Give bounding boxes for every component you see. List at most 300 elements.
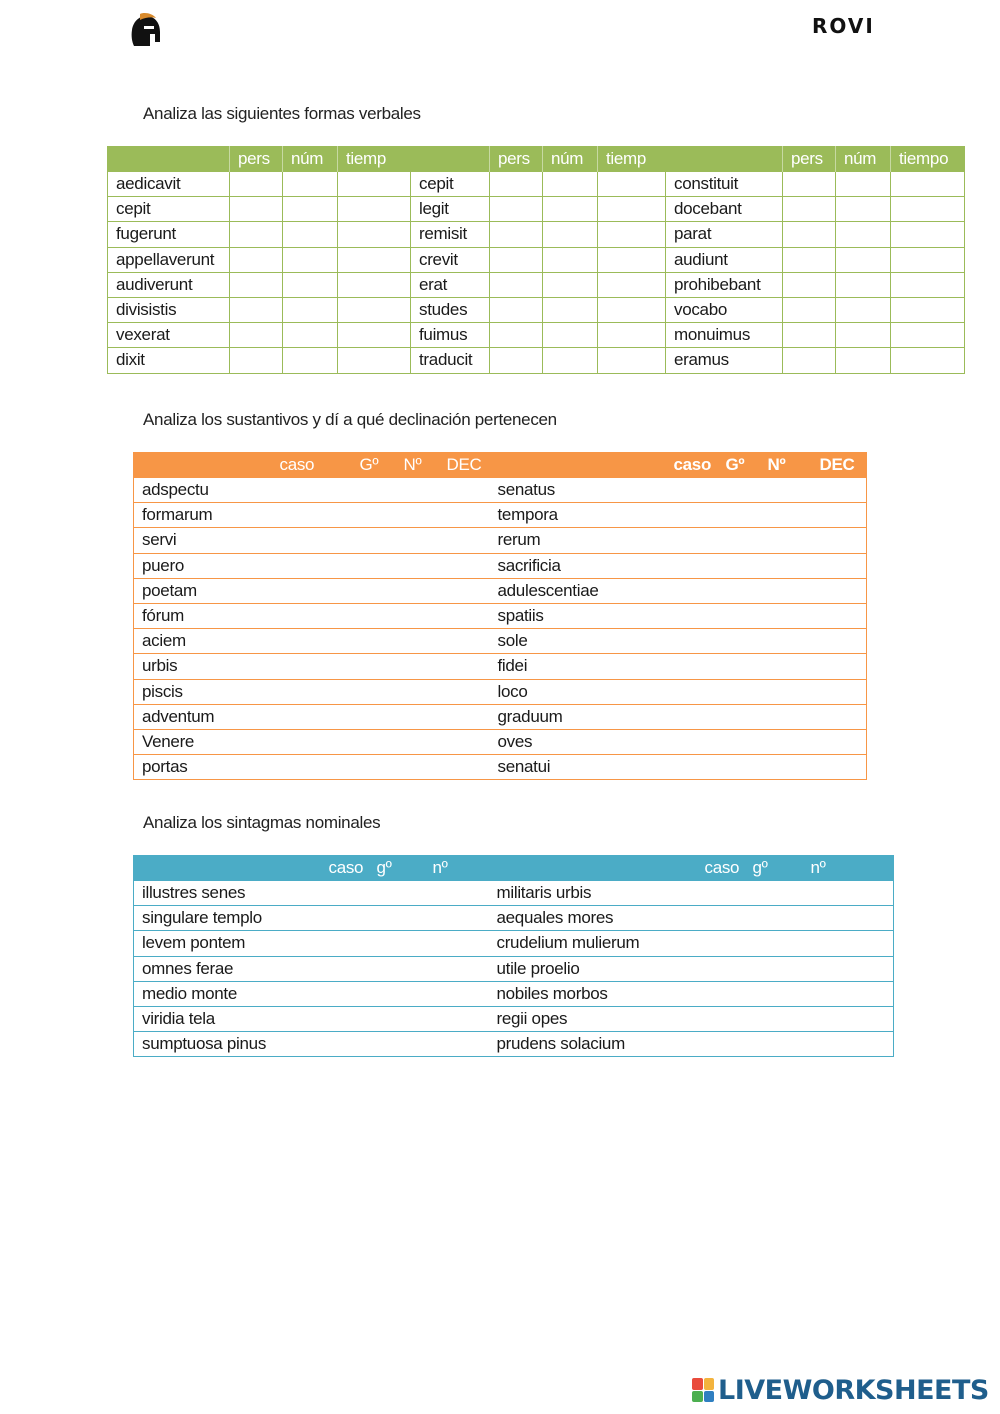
noun-word: sacrificia xyxy=(490,553,666,578)
phrase-caso-answer-cell[interactable] xyxy=(321,906,369,931)
noun-dec-answer-cell[interactable] xyxy=(439,629,490,654)
verb-pers-answer-cell[interactable] xyxy=(230,297,283,322)
noun-numero-answer-cell[interactable] xyxy=(396,729,439,754)
verb-num-answer-cell[interactable] xyxy=(283,222,338,247)
verb-tiempo-answer-cell[interactable] xyxy=(598,348,666,373)
verb-pers-answer-cell[interactable] xyxy=(230,222,283,247)
noun-numero-answer-cell[interactable] xyxy=(760,528,806,553)
noun-numero-answer-cell[interactable] xyxy=(760,729,806,754)
verbs-header-pers: pers xyxy=(783,147,836,172)
noun-dec-answer-cell[interactable] xyxy=(806,603,867,628)
noun-word: spatiis xyxy=(490,603,666,628)
noun-word: senatus xyxy=(490,478,666,503)
noun-numero-answer-cell[interactable] xyxy=(396,755,439,780)
verbs-row xyxy=(108,323,965,348)
noun-genero-answer-cell[interactable] xyxy=(718,478,760,503)
noun-numero-answer-cell[interactable] xyxy=(760,629,806,654)
verb-pers-answer-cell[interactable] xyxy=(783,348,836,373)
noun-dec-answer-cell[interactable] xyxy=(806,578,867,603)
phrase-numero-answer-cell[interactable] xyxy=(425,1006,489,1031)
noun-numero-answer-cell[interactable] xyxy=(396,553,439,578)
phrase-genero-answer-cell[interactable] xyxy=(369,1006,425,1031)
noun-word: adventum xyxy=(134,704,272,729)
verb-pers-answer-cell[interactable] xyxy=(230,348,283,373)
phrase-genero-answer-cell[interactable] xyxy=(369,881,425,906)
noun-genero-answer-cell[interactable] xyxy=(352,528,396,553)
nouns-header-dec: DEC xyxy=(439,453,490,478)
verbs-header-row xyxy=(108,147,965,172)
noun-numero-answer-cell[interactable] xyxy=(760,755,806,780)
verb-num-answer-cell[interactable] xyxy=(543,197,598,222)
noun-genero-answer-cell[interactable] xyxy=(718,629,760,654)
noun-caso-answer-cell[interactable] xyxy=(272,478,352,503)
verb-tiempo-answer-cell[interactable] xyxy=(338,323,411,348)
verbs-row xyxy=(108,272,965,297)
verb-word: aedicavit xyxy=(108,172,230,197)
nouns-header-numero: Nº xyxy=(760,453,806,478)
noun-numero-answer-cell[interactable] xyxy=(396,578,439,603)
phrase-text: crudelium mulierum xyxy=(489,931,697,956)
noun-numero-answer-cell[interactable] xyxy=(396,704,439,729)
verb-word: fuimus xyxy=(411,323,490,348)
verb-num-answer-cell[interactable] xyxy=(836,272,891,297)
verb-tiempo-answer-cell[interactable] xyxy=(598,247,666,272)
verb-pers-answer-cell[interactable] xyxy=(490,222,543,247)
verb-word: appellaverunt xyxy=(108,247,230,272)
noun-dec-answer-cell[interactable] xyxy=(439,729,490,754)
phrase-caso-answer-cell[interactable] xyxy=(697,1032,745,1057)
noun-word: loco xyxy=(490,679,666,704)
phrases-header-genero: gº xyxy=(369,856,425,881)
phrase-caso-answer-cell[interactable] xyxy=(321,981,369,1006)
phrase-genero-answer-cell[interactable] xyxy=(369,956,425,981)
phrase-genero-answer-cell[interactable] xyxy=(745,956,803,981)
verb-num-answer-cell[interactable] xyxy=(283,348,338,373)
verb-num-answer-cell[interactable] xyxy=(283,247,338,272)
noun-numero-answer-cell[interactable] xyxy=(760,679,806,704)
verb-tiempo-answer-cell[interactable] xyxy=(598,172,666,197)
phrase-caso-answer-cell[interactable] xyxy=(697,1006,745,1031)
nouns-row xyxy=(134,578,867,603)
liveworksheets-logo-text: LIVEWORKSHEETS xyxy=(718,1374,989,1406)
verb-num-answer-cell[interactable] xyxy=(836,323,891,348)
verb-pers-answer-cell[interactable] xyxy=(490,297,543,322)
verb-tiempo-answer-cell[interactable] xyxy=(598,222,666,247)
noun-numero-answer-cell[interactable] xyxy=(396,503,439,528)
phrase-genero-answer-cell[interactable] xyxy=(369,906,425,931)
noun-word: formarum xyxy=(134,503,272,528)
phrase-caso-answer-cell[interactable] xyxy=(697,931,745,956)
noun-dec-answer-cell[interactable] xyxy=(439,553,490,578)
noun-dec-answer-cell[interactable] xyxy=(806,553,867,578)
verb-tiempo-answer-cell[interactable] xyxy=(891,297,965,322)
noun-genero-answer-cell[interactable] xyxy=(352,654,396,679)
noun-numero-answer-cell[interactable] xyxy=(760,503,806,528)
noun-numero-answer-cell[interactable] xyxy=(396,679,439,704)
verb-pers-answer-cell[interactable] xyxy=(230,172,283,197)
verb-tiempo-answer-cell[interactable] xyxy=(891,247,965,272)
verb-word: vexerat xyxy=(108,323,230,348)
nouns-row xyxy=(134,503,867,528)
noun-numero-answer-cell[interactable] xyxy=(760,603,806,628)
verb-pers-answer-cell[interactable] xyxy=(490,272,543,297)
phrase-numero-answer-cell[interactable] xyxy=(803,906,894,931)
phrase-caso-answer-cell[interactable] xyxy=(321,956,369,981)
verb-num-answer-cell[interactable] xyxy=(836,222,891,247)
noun-word: puero xyxy=(134,553,272,578)
noun-dec-answer-cell[interactable] xyxy=(806,629,867,654)
nouns-row xyxy=(134,755,867,780)
phrase-numero-answer-cell[interactable] xyxy=(803,1006,894,1031)
nouns-row xyxy=(134,478,867,503)
verb-num-answer-cell[interactable] xyxy=(543,348,598,373)
noun-dec-answer-cell[interactable] xyxy=(439,704,490,729)
verb-word: fugerunt xyxy=(108,222,230,247)
noun-genero-answer-cell[interactable] xyxy=(352,755,396,780)
verb-num-answer-cell[interactable] xyxy=(836,197,891,222)
liveworksheets-badge-icon xyxy=(692,1378,714,1402)
verb-pers-answer-cell[interactable] xyxy=(490,323,543,348)
noun-dec-answer-cell[interactable] xyxy=(439,654,490,679)
noun-dec-answer-cell[interactable] xyxy=(439,603,490,628)
noun-dec-answer-cell[interactable] xyxy=(439,679,490,704)
noun-caso-answer-cell[interactable] xyxy=(666,755,718,780)
noun-dec-answer-cell[interactable] xyxy=(806,503,867,528)
noun-genero-answer-cell[interactable] xyxy=(718,603,760,628)
noun-word: aciem xyxy=(134,629,272,654)
phrase-caso-answer-cell[interactable] xyxy=(697,956,745,981)
noun-caso-answer-cell[interactable] xyxy=(272,729,352,754)
noun-dec-answer-cell[interactable] xyxy=(439,503,490,528)
noun-genero-answer-cell[interactable] xyxy=(718,503,760,528)
verbs-row xyxy=(108,197,965,222)
verb-tiempo-answer-cell[interactable] xyxy=(598,272,666,297)
verb-tiempo-answer-cell[interactable] xyxy=(891,172,965,197)
phrase-text: aequales mores xyxy=(489,906,697,931)
noun-word: adspectu xyxy=(134,478,272,503)
verb-pers-answer-cell[interactable] xyxy=(783,222,836,247)
verb-num-answer-cell[interactable] xyxy=(836,348,891,373)
phrase-text: singulare templo xyxy=(134,906,321,931)
verb-tiempo-answer-cell[interactable] xyxy=(891,323,965,348)
verb-pers-answer-cell[interactable] xyxy=(490,172,543,197)
verb-num-answer-cell[interactable] xyxy=(543,222,598,247)
noun-genero-answer-cell[interactable] xyxy=(352,704,396,729)
noun-caso-answer-cell[interactable] xyxy=(272,553,352,578)
noun-dec-answer-cell[interactable] xyxy=(806,478,867,503)
noun-caso-answer-cell[interactable] xyxy=(666,503,718,528)
verb-pers-answer-cell[interactable] xyxy=(783,297,836,322)
noun-genero-answer-cell[interactable] xyxy=(352,478,396,503)
verb-pers-answer-cell[interactable] xyxy=(230,247,283,272)
verbs-header-tiempo: tiemp xyxy=(598,147,666,172)
noun-numero-answer-cell[interactable] xyxy=(396,603,439,628)
noun-caso-answer-cell[interactable] xyxy=(666,603,718,628)
noun-caso-answer-cell[interactable] xyxy=(272,755,352,780)
phrase-text: sumptuosa pinus xyxy=(134,1032,321,1057)
noun-caso-answer-cell[interactable] xyxy=(666,654,718,679)
phrase-genero-answer-cell[interactable] xyxy=(369,931,425,956)
verb-word: crevit xyxy=(411,247,490,272)
verb-pers-answer-cell[interactable] xyxy=(230,323,283,348)
verbs-table xyxy=(107,146,965,374)
phrase-genero-answer-cell[interactable] xyxy=(745,906,803,931)
phrase-caso-answer-cell[interactable] xyxy=(321,1032,369,1057)
noun-caso-answer-cell[interactable] xyxy=(272,679,352,704)
nouns-instruction: Analiza los sustantivos y dí a qué declinación pertenecen xyxy=(143,410,557,429)
noun-caso-answer-cell[interactable] xyxy=(272,603,352,628)
verbs-row xyxy=(108,348,965,373)
noun-caso-answer-cell[interactable] xyxy=(666,528,718,553)
nouns-header-caso: caso xyxy=(666,453,718,478)
noun-caso-answer-cell[interactable] xyxy=(666,553,718,578)
phrase-text: regii opes xyxy=(489,1006,697,1031)
phrase-caso-answer-cell[interactable] xyxy=(321,931,369,956)
phrase-genero-answer-cell[interactable] xyxy=(369,981,425,1006)
noun-word: tempora xyxy=(490,503,666,528)
noun-caso-answer-cell[interactable] xyxy=(272,629,352,654)
noun-dec-answer-cell[interactable] xyxy=(806,528,867,553)
phrases-header-caso: caso xyxy=(697,856,745,881)
phrase-numero-answer-cell[interactable] xyxy=(803,931,894,956)
noun-dec-answer-cell[interactable] xyxy=(806,704,867,729)
phrase-caso-answer-cell[interactable] xyxy=(697,906,745,931)
noun-genero-answer-cell[interactable] xyxy=(718,528,760,553)
verb-pers-answer-cell[interactable] xyxy=(490,247,543,272)
noun-genero-answer-cell[interactable] xyxy=(718,578,760,603)
phrase-numero-answer-cell[interactable] xyxy=(425,1032,489,1057)
phrase-numero-answer-cell[interactable] xyxy=(425,956,489,981)
nouns-header-word xyxy=(490,453,666,478)
noun-genero-answer-cell[interactable] xyxy=(718,654,760,679)
noun-dec-answer-cell[interactable] xyxy=(439,478,490,503)
noun-numero-answer-cell[interactable] xyxy=(396,528,439,553)
noun-genero-answer-cell[interactable] xyxy=(718,729,760,754)
verb-tiempo-answer-cell[interactable] xyxy=(891,197,965,222)
verb-tiempo-answer-cell[interactable] xyxy=(891,222,965,247)
verb-num-answer-cell[interactable] xyxy=(543,272,598,297)
verb-num-answer-cell[interactable] xyxy=(283,172,338,197)
noun-dec-answer-cell[interactable] xyxy=(439,578,490,603)
verb-word: parat xyxy=(666,222,783,247)
phrase-genero-answer-cell[interactable] xyxy=(745,931,803,956)
noun-caso-answer-cell[interactable] xyxy=(666,704,718,729)
nouns-row xyxy=(134,679,867,704)
phrase-genero-answer-cell[interactable] xyxy=(745,981,803,1006)
phrase-numero-answer-cell[interactable] xyxy=(425,906,489,931)
noun-genero-answer-cell[interactable] xyxy=(352,553,396,578)
noun-dec-answer-cell[interactable] xyxy=(806,755,867,780)
verb-tiempo-answer-cell[interactable] xyxy=(338,348,411,373)
verbs-header-word xyxy=(108,147,230,172)
noun-genero-answer-cell[interactable] xyxy=(352,578,396,603)
verb-pers-answer-cell[interactable] xyxy=(783,247,836,272)
verb-tiempo-answer-cell[interactable] xyxy=(891,348,965,373)
noun-numero-answer-cell[interactable] xyxy=(396,478,439,503)
phrase-numero-answer-cell[interactable] xyxy=(425,931,489,956)
phrase-caso-answer-cell[interactable] xyxy=(321,1006,369,1031)
phrase-numero-answer-cell[interactable] xyxy=(803,981,894,1006)
noun-caso-answer-cell[interactable] xyxy=(666,629,718,654)
verb-pers-answer-cell[interactable] xyxy=(230,197,283,222)
noun-genero-answer-cell[interactable] xyxy=(352,679,396,704)
phrase-numero-answer-cell[interactable] xyxy=(425,881,489,906)
noun-caso-answer-cell[interactable] xyxy=(666,729,718,754)
verb-num-answer-cell[interactable] xyxy=(836,247,891,272)
noun-caso-answer-cell[interactable] xyxy=(272,528,352,553)
brand-logo: ROVI xyxy=(812,14,875,38)
verb-tiempo-answer-cell[interactable] xyxy=(338,222,411,247)
verb-num-answer-cell[interactable] xyxy=(283,297,338,322)
verbs-header-num: núm xyxy=(836,147,891,172)
noun-caso-answer-cell[interactable] xyxy=(272,704,352,729)
phrase-numero-answer-cell[interactable] xyxy=(803,956,894,981)
verbs-row xyxy=(108,172,965,197)
phrase-numero-answer-cell[interactable] xyxy=(803,881,894,906)
noun-dec-answer-cell[interactable] xyxy=(439,755,490,780)
verb-word: traducit xyxy=(411,348,490,373)
noun-dec-answer-cell[interactable] xyxy=(806,729,867,754)
noun-caso-answer-cell[interactable] xyxy=(666,578,718,603)
verb-num-answer-cell[interactable] xyxy=(543,247,598,272)
nouns-row xyxy=(134,553,867,578)
nouns-row xyxy=(134,528,867,553)
phrase-text: medio monte xyxy=(134,981,321,1006)
noun-word: senatui xyxy=(490,755,666,780)
noun-word: portas xyxy=(134,755,272,780)
phrase-text: militaris urbis xyxy=(489,881,697,906)
verb-num-answer-cell[interactable] xyxy=(836,172,891,197)
verbs-header-word xyxy=(666,147,783,172)
verb-pers-answer-cell[interactable] xyxy=(783,272,836,297)
noun-numero-answer-cell[interactable] xyxy=(760,654,806,679)
noun-dec-answer-cell[interactable] xyxy=(806,679,867,704)
noun-caso-answer-cell[interactable] xyxy=(666,478,718,503)
phrases-header-numero: nº xyxy=(803,856,894,881)
noun-word: oves xyxy=(490,729,666,754)
phrase-genero-answer-cell[interactable] xyxy=(745,881,803,906)
phrase-caso-answer-cell[interactable] xyxy=(697,881,745,906)
verb-word: cepit xyxy=(108,197,230,222)
phrases-header-caso: caso xyxy=(321,856,369,881)
noun-numero-answer-cell[interactable] xyxy=(396,629,439,654)
noun-word: servi xyxy=(134,528,272,553)
verb-tiempo-answer-cell[interactable] xyxy=(598,323,666,348)
noun-genero-answer-cell[interactable] xyxy=(352,729,396,754)
verb-num-answer-cell[interactable] xyxy=(283,323,338,348)
phrase-text: levem pontem xyxy=(134,931,321,956)
phrase-text: nobiles morbos xyxy=(489,981,697,1006)
noun-caso-answer-cell[interactable] xyxy=(272,503,352,528)
spartan-helmet-icon xyxy=(126,12,166,52)
phrase-genero-answer-cell[interactable] xyxy=(745,1006,803,1031)
phrases-header-word xyxy=(489,856,697,881)
verb-pers-answer-cell[interactable] xyxy=(783,172,836,197)
phrases-header-word xyxy=(134,856,321,881)
verbs-header-pers: pers xyxy=(490,147,543,172)
verb-word: studes xyxy=(411,297,490,322)
verb-word: legit xyxy=(411,197,490,222)
nouns-header-word xyxy=(134,453,272,478)
verb-word: vocabo xyxy=(666,297,783,322)
verb-num-answer-cell[interactable] xyxy=(543,297,598,322)
verb-word: cepit xyxy=(411,172,490,197)
noun-word: sole xyxy=(490,629,666,654)
verb-tiempo-answer-cell[interactable] xyxy=(891,272,965,297)
noun-genero-answer-cell[interactable] xyxy=(718,704,760,729)
verbs-header-tiempo: tiempo xyxy=(891,147,965,172)
noun-caso-answer-cell[interactable] xyxy=(272,578,352,603)
verbs-header-pers: pers xyxy=(230,147,283,172)
phrase-numero-answer-cell[interactable] xyxy=(425,981,489,1006)
verbs-instruction: Analiza las siguientes formas verbales xyxy=(143,104,421,123)
phrase-genero-answer-cell[interactable] xyxy=(369,1032,425,1057)
noun-genero-answer-cell[interactable] xyxy=(352,603,396,628)
verb-word: remisit xyxy=(411,222,490,247)
noun-caso-answer-cell[interactable] xyxy=(666,679,718,704)
verb-pers-answer-cell[interactable] xyxy=(783,197,836,222)
noun-numero-answer-cell[interactable] xyxy=(396,654,439,679)
noun-genero-answer-cell[interactable] xyxy=(718,679,760,704)
verb-num-answer-cell[interactable] xyxy=(543,323,598,348)
phrase-text: omnes ferae xyxy=(134,956,321,981)
verb-tiempo-answer-cell[interactable] xyxy=(338,247,411,272)
verb-tiempo-answer-cell[interactable] xyxy=(338,272,411,297)
verb-word: monuimus xyxy=(666,323,783,348)
noun-word: fórum xyxy=(134,603,272,628)
phrases-header-genero: gº xyxy=(745,856,803,881)
phrase-numero-answer-cell[interactable] xyxy=(803,1032,894,1057)
phrase-genero-answer-cell[interactable] xyxy=(745,1032,803,1057)
phrase-caso-answer-cell[interactable] xyxy=(321,881,369,906)
verb-pers-answer-cell[interactable] xyxy=(490,348,543,373)
nouns-row xyxy=(134,704,867,729)
noun-numero-answer-cell[interactable] xyxy=(760,704,806,729)
verb-num-answer-cell[interactable] xyxy=(283,272,338,297)
noun-genero-answer-cell[interactable] xyxy=(352,629,396,654)
nouns-row xyxy=(134,654,867,679)
noun-genero-answer-cell[interactable] xyxy=(718,553,760,578)
noun-dec-answer-cell[interactable] xyxy=(439,528,490,553)
phrase-text: utile proelio xyxy=(489,956,697,981)
nouns-table xyxy=(133,452,867,780)
verb-num-answer-cell[interactable] xyxy=(836,297,891,322)
verb-tiempo-answer-cell[interactable] xyxy=(598,297,666,322)
verbs-header-word xyxy=(411,147,490,172)
noun-word: urbis xyxy=(134,654,272,679)
verb-word: prohibebant xyxy=(666,272,783,297)
verb-tiempo-answer-cell[interactable] xyxy=(598,197,666,222)
nouns-header-caso: caso xyxy=(272,453,352,478)
verb-pers-answer-cell[interactable] xyxy=(230,272,283,297)
verb-tiempo-answer-cell[interactable] xyxy=(338,197,411,222)
noun-dec-answer-cell[interactable] xyxy=(806,654,867,679)
verb-pers-answer-cell[interactable] xyxy=(783,323,836,348)
noun-caso-answer-cell[interactable] xyxy=(272,654,352,679)
verb-tiempo-answer-cell[interactable] xyxy=(338,297,411,322)
noun-numero-answer-cell[interactable] xyxy=(760,478,806,503)
verb-tiempo-answer-cell[interactable] xyxy=(338,172,411,197)
noun-numero-answer-cell[interactable] xyxy=(760,553,806,578)
verb-num-answer-cell[interactable] xyxy=(543,172,598,197)
noun-genero-answer-cell[interactable] xyxy=(352,503,396,528)
verb-pers-answer-cell[interactable] xyxy=(490,197,543,222)
nouns-header-dec: DEC xyxy=(806,453,867,478)
noun-numero-answer-cell[interactable] xyxy=(760,578,806,603)
phrase-caso-answer-cell[interactable] xyxy=(697,981,745,1006)
noun-genero-answer-cell[interactable] xyxy=(718,755,760,780)
verb-num-answer-cell[interactable] xyxy=(283,197,338,222)
